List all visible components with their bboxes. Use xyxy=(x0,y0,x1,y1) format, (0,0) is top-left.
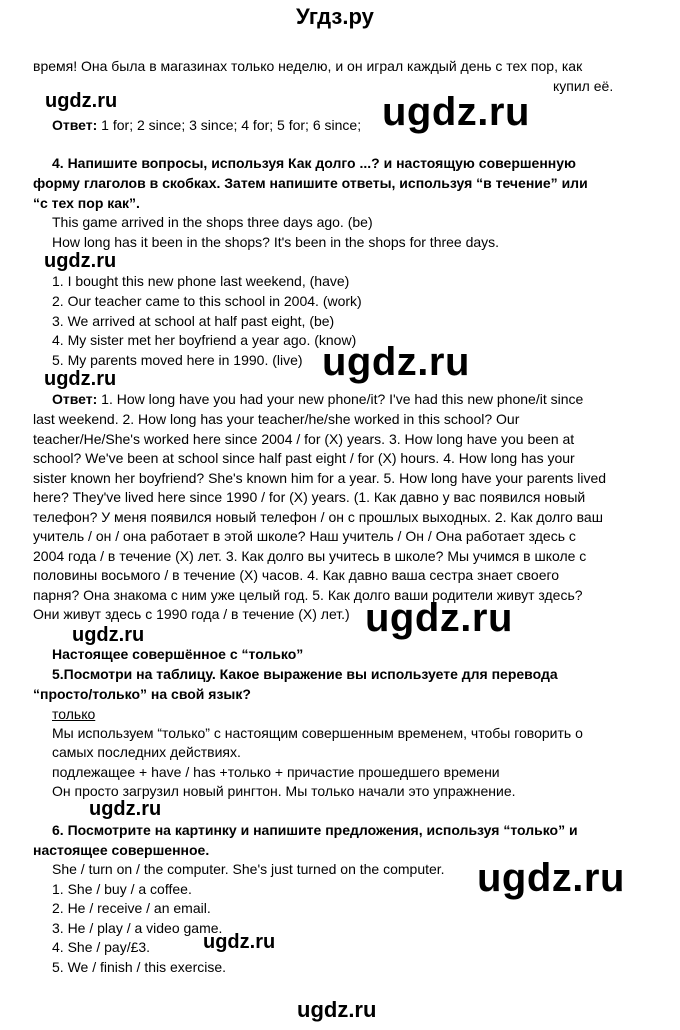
task4-item: 3. We arrived at school at half past eight, (be) xyxy=(52,313,335,329)
task4-heading-line: “с тех пор как”. xyxy=(33,195,140,211)
answer-4-first-line xyxy=(52,390,583,409)
answer-label: Ответ: xyxy=(52,117,98,133)
answer-4-line: телефон? У меня появился новый телефон / он с прошлых выходных. 2. Как долго ваш xyxy=(33,509,603,525)
examples: Он просто загрузил новый рингтон. Мы только начали это упражнение. xyxy=(52,783,516,799)
task6-item: 5. We / finish / this exercise. xyxy=(52,959,227,975)
task6-example: She / turn on / the computer. She's just turned on the computer. xyxy=(52,861,445,877)
watermark-small: ugdz.ru xyxy=(89,798,162,820)
watermark-small: ugdz.ru xyxy=(44,368,117,390)
answer-4-line: половины восьмого / в течение (X) часов. 4. Как давно ваша сестра знает своего xyxy=(33,567,560,583)
answer-4-line: here? They've lived here since 1990 / for (X) years. (1. Как давно у вас появился новый xyxy=(33,489,586,505)
task4-heading-line: 4. Напишите вопросы, используя Как долго ...? и настоящую совершенную xyxy=(52,155,576,171)
watermark-small: ugdz.ru xyxy=(45,90,118,112)
task4-example-line: How long has it been in the shops? It's been in the shops for three days. xyxy=(52,234,500,250)
site-title: Угдз.ру xyxy=(296,4,374,29)
answer-4-line: sister known her boyfriend? She's known him for a year. 5. How long have your parents lived xyxy=(33,470,607,486)
watermark-big: ugdz.ru xyxy=(322,340,470,384)
task5-heading-line: “просто/только” на свой язык? xyxy=(33,686,251,702)
watermark-small: ugdz.ru xyxy=(203,931,276,953)
answer-label: Ответ: xyxy=(52,391,98,407)
answer-4-line: парня? Она знакома с ним уже целый год. 5. Как долго ваши родители живут здесь? xyxy=(33,587,583,603)
footer-watermark: ugdz.ru xyxy=(297,997,377,1022)
answer-3 xyxy=(52,116,361,135)
watermark-big: ugdz.ru xyxy=(382,90,530,134)
explanation-line: самых последних действиях. xyxy=(52,744,241,760)
answer-4-line: teacher/He/She's worked here since 2004 / for (X) years. 3. How long have you been at xyxy=(33,431,575,447)
watermark-small: ugdz.ru xyxy=(72,624,145,646)
task5-heading-line: 5.Посмотри на таблицу. Какое выражение вы используете для перевода xyxy=(52,666,558,682)
intro-line-1: время! Она была в магазинах только неделю, и он играл каждый день с тех пор, как xyxy=(33,58,583,74)
section-title: Настоящее совершённое с “только” xyxy=(52,646,304,662)
answer-4-line: учитель / он / она работает в этой школе? Наш учитель / Он / Она работает здесь с xyxy=(33,528,576,544)
answer-text: 1. How long have you had your new phone/it? I've had this new phone/it since xyxy=(97,391,584,407)
task4-item: 1. I bought this new phone last weekend, (have) xyxy=(52,273,350,289)
answer-4-line: 2004 года / в течение (X) лет. 3. Как долго вы учитесь в школе? Мы учимся в школе с xyxy=(33,548,587,564)
answer-4-line: last weekend. 2. How long has your teacher/he/she worked in this school? Our xyxy=(33,411,520,427)
table-word: только xyxy=(52,706,96,722)
task6-heading-line: настоящее совершенное. xyxy=(33,842,210,858)
watermark-big: ugdz.ru xyxy=(365,596,513,640)
formula: подлежащее + have / has +только + причастие прошедшего времени xyxy=(52,764,500,780)
answer-4-line: Они живут здесь с 1990 года / в течение (X) лет.) xyxy=(33,606,350,622)
task4-heading-line: форму глаголов в скобках. Затем напишите ответы, используя “в течение” или xyxy=(33,175,588,191)
intro-line-2: купил её. xyxy=(553,78,614,94)
answer-text: 1 for; 2 since; 3 since; 4 for; 5 for; 6 since; xyxy=(97,117,362,133)
watermark-big: ugdz.ru xyxy=(477,856,625,900)
task6-item: 3. He / play / a video game. xyxy=(52,920,223,936)
task4-item: 2. Our teacher came to this school in 2004. (work) xyxy=(52,293,362,309)
task4-item: 4. My sister met her boyfriend a year ago. (know) xyxy=(52,332,357,348)
watermark-small: ugdz.ru xyxy=(44,250,117,272)
task6-heading-line: 6. Посмотрите на картинку и напишите предложения, используя “только” и xyxy=(52,822,578,838)
explanation-line: Мы используем “только” с настоящим совершенным временем, чтобы говорить о xyxy=(52,725,583,741)
task6-item: 4. She / pay/£3. xyxy=(52,939,151,955)
answer-4-line: school? We've been at school since half past eight / for (X) hours. 4. How long has your xyxy=(33,450,575,466)
task4-example-line: This game arrived in the shops three days ago. (be) xyxy=(52,214,373,230)
task4-item: 5. My parents moved here in 1990. (live) xyxy=(52,352,303,368)
task6-item: 1. She / buy / a coffee. xyxy=(52,881,192,897)
task6-item: 2. He / receive / an email. xyxy=(52,900,211,916)
